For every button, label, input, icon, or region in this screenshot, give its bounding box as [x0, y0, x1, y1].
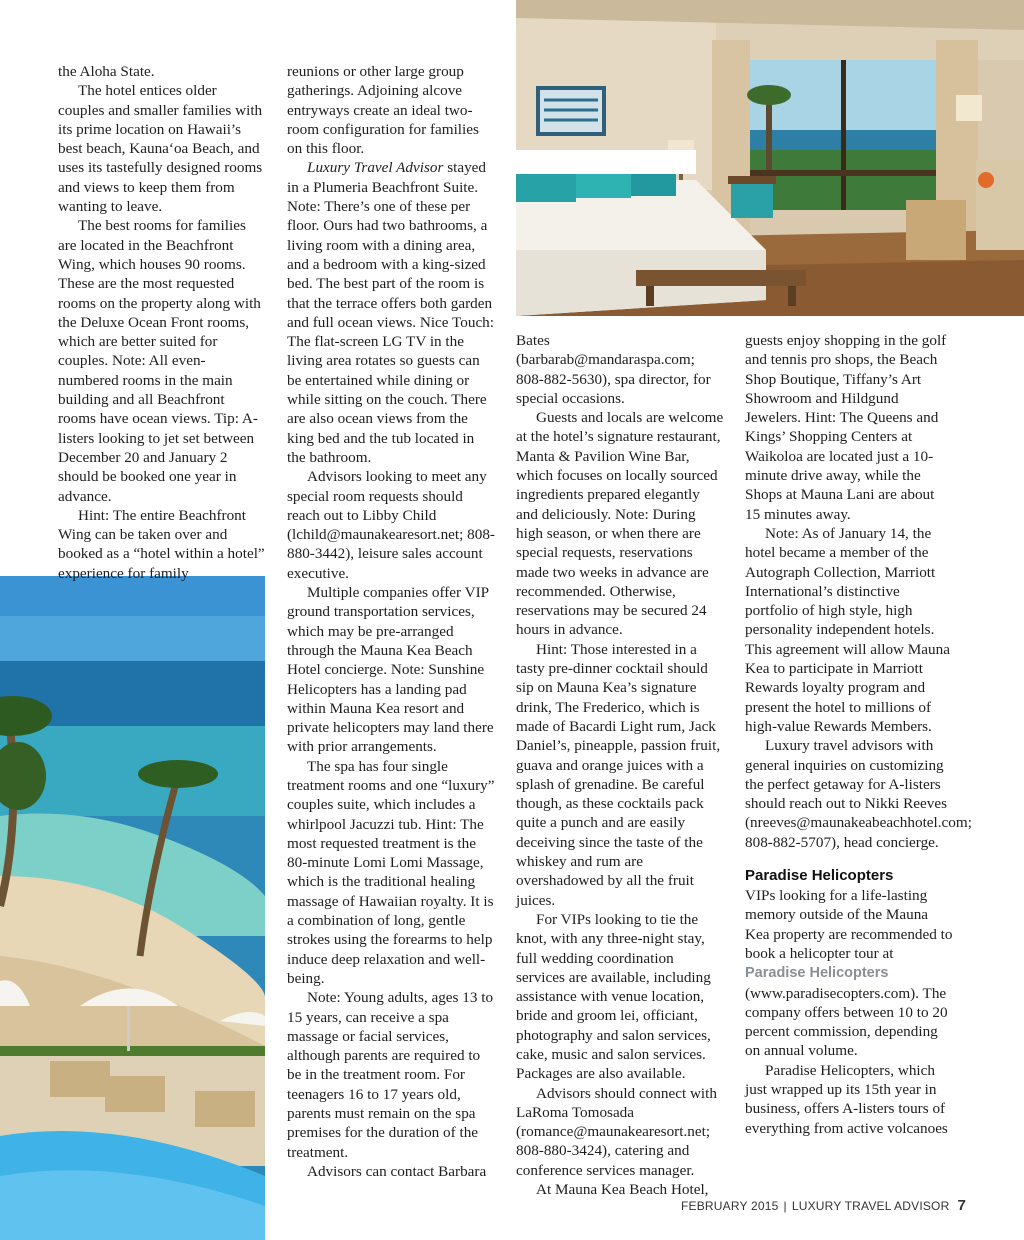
paragraph-text: stayed in a Plumeria Beachfront Suite. Note: There’s one of these per floor. Ours had two bathrooms, a living room with a dining area, and a bedroom with a king-sized bed. The best part of the room is that the terrace offers both garden and full ocean views. Nice Touch: The flat-screen LG TV in the living area rotates so guests can be entertained while dining or while sitting on the couch. There are also ocean views from the king bed and the tub located in the bathroom.: [287, 159, 494, 466]
paragraph: [287, 158, 495, 467]
paragraph: Paradise Helicopters, which just wrapped up its 15th year in business, offers A-listers tours of everything from active volcanoes: [745, 1061, 948, 1137]
beach-pool-photo: [0, 576, 265, 1240]
paragraph: At Mauna Kea Beach Hotel,: [536, 1181, 709, 1199]
brand-name: Paradise Helicopters: [745, 965, 889, 982]
article-column-2: [287, 62, 495, 1181]
paragraph: Advisors looking to meet any special room requests should reach out to Libby Child (lchild@maunakearesort.net; 808-880-3442), leisure sales account executive.: [287, 468, 495, 582]
paragraph: The best rooms for families are located in the Beachfront Wing, which houses 90 rooms. These are the most requested rooms on the property along with the Deluxe Ocean Front rooms, which are better suited for couples. Note: All even-numbered rooms in the main building and all Beachfront rooms have ocean views. Tip: A-listers looking to jet set between December 20 and January 2 should be booked one year in advance.: [58, 217, 261, 505]
article-column-4: [745, 331, 972, 1138]
paragraph: Advisors can contact Barbara: [307, 1162, 487, 1180]
paragraph: guests enjoy shopping in the golf and tennis pro shops, the Beach Shop Boutique, Tiffany’s Art Showroom and Hildgund Jewelers. Hint: The Queens and Kings’ Shopping Centers at Waikoloa are located just a 10-minute drive away, while the Shops at Mauna Lani are about 15 minutes away.: [745, 332, 947, 523]
footer-separator: |: [783, 1199, 787, 1213]
paragraph: For VIPs looking to tie the knot, with any three-night stay, full wedding coordination services are available, including assistance with venue location, bride and groom lei, officiant, photography and salon services, cake, music and salon services. Packages are also available.: [516, 910, 711, 1083]
paragraph: the Aloha State.: [58, 63, 155, 80]
issue-date: FEBRUARY 2015: [680, 1199, 779, 1213]
paragraph: Note: Young adults, ages 13 to 15 years, can receive a spa massage or facial services, although parents are required to be in the treatment room. For teenagers 16 to 17 years old, parents must remain on the spa premises for the duration of the treatment.: [287, 989, 494, 1161]
article-column-3: [516, 331, 724, 1199]
paragraph: Hint: Those interested in a tasty pre-dinner cocktail should sip on Mauna Kea’s signature drink, The Frederico, which is made of Bacardi Light rum, Jack Daniel’s, pineapple, passion fruit, guava and orange juices with a splash of grenadine. Be careful though, as these cocktails pack quite a punch and are easily deceiving since the taste of the whiskey and rum are overshadowed by all the fruit juices.: [516, 640, 721, 909]
publication-name: Luxury Travel Advisor: [307, 159, 444, 177]
paragraph: Advisors should connect with LaRoma Tomosada (romance@maunakearesort.net; 808-880-3424), catering and conference services manager.: [516, 1084, 717, 1179]
paragraph: Multiple companies offer VIP ground transportation services, which may be pre-arranged through the Mauna Kea Beach Hotel concierge. Note: Sunshine Helicopters has a landing pad within Mauna Kea resort and private helicopters may land there with prior arrangements.: [287, 584, 494, 756]
paragraph: Note: As of January 14, the hotel became a member of the Autograph Collection, Marriott International’s distinctive portfolio of high style, high personality independent hotels. This agreement will allow Mauna Kea to participate in Marriott Rewards loyalty program and present the hotel to millions of high-value Rewards Members.: [745, 524, 950, 735]
page-number: 7: [957, 1197, 966, 1214]
paragraph: Hint: The entire Beachfront Wing can be taken over and booked as a “hotel within a hotel” experience for family: [58, 506, 265, 582]
paragraph: [745, 886, 953, 1061]
paragraph: Guests and locals are welcome at the hotel’s signature restaurant, Manta & Pavilion Wine Bar, which focuses on locally sourced ingredients prepared elegantly and deliciously. Note: During high season, or when there are special requests, reservations made two weeks in advance are recommended. Otherwise, reservations may be secured 24 hours in advance.: [516, 409, 724, 639]
paragraph: Bates (barbarab@mandaraspa.com; 808-882-5630), spa director, for special occasions.: [516, 332, 711, 407]
hotel-room-photo: [516, 0, 1024, 316]
article-column-1: [58, 62, 266, 583]
page-footer: [681, 1197, 966, 1214]
paragraph: Luxury travel advisors with general inquiries on customizing the perfect getaway for A-listers should reach out to Nikki Reeves (nreeves@maunakeabeachhotel.com; 808-882-5707), head concierge.: [745, 737, 972, 851]
paragraph-text: VIPs looking for a life-lasting memory outside of the Mauna Kea property are recommended to book a helicopter tour at: [745, 887, 953, 962]
magazine-name: LUXURY TRAVEL ADVISOR: [791, 1199, 950, 1213]
paragraph: The spa has four single treatment rooms and one “luxury” couples suite, which includes a whirlpool Jacuzzi tub. Hint: The most requested treatment is the 80-minute Lomi Lomi Massage, which is the traditional healing massage of Hawaiian royalty. It is a combination of long, gentle strokes using the forearms to help induce deep relaxation and well-being.: [287, 757, 495, 987]
paragraph: The hotel entices older couples and smaller families with its prime location on Hawaii’s best beach, Kauna‘oa Beach, and uses its tastefully designed rooms and views to keep them from wanting to leave.: [58, 82, 263, 216]
section-subhead: Paradise Helicopters: [745, 867, 894, 885]
paragraph: reunions or other large group gatherings. Adjoining alcove entryways create an ideal two-room configuration for families on this floor.: [287, 63, 479, 158]
paragraph-text: (www.paradisecopters.com). The company offers between 10 to 20 percent commission, depending on annual volume.: [745, 984, 948, 1060]
